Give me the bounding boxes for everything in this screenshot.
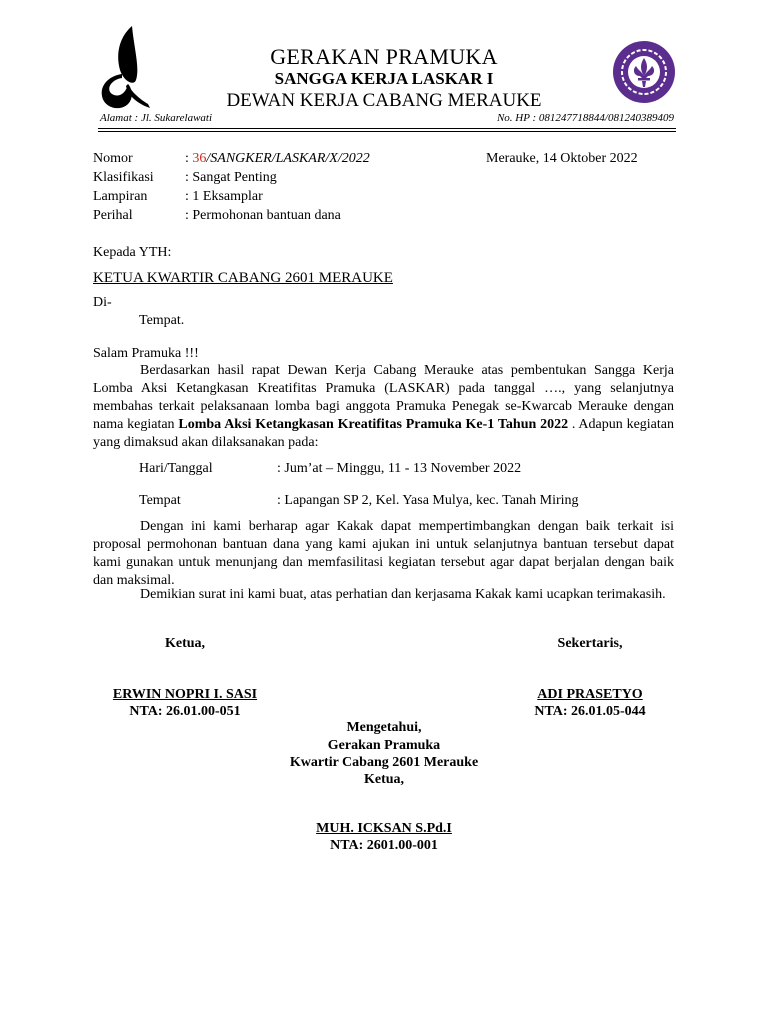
paragraph-2: Dengan ini kami berharap agar Kakak dapat mempertimbangkan dengan baik terkait isi proposal permohonan bantuan dana yang kami ajukan ini untuk selanjutnya bantuan tersebut dapat kami gunakan untuk menunjang dan memfasilitasi kegiatan tersebut agar dapat berjalan dengan baik dan maksimal. — [93, 519, 674, 588]
kwarcab-name: MUH. ICKSAN S.Pd.I — [316, 821, 452, 836]
paragraph-3: Demikian surat ini kami buat, atas perhatian dan kerjasama Kakak kami ucapkan terimakasih. — [140, 587, 666, 602]
nomor-value: : 36/SANGKER/LASKAR/X/2022 — [185, 151, 370, 166]
nomor-code: /SANGKER/LASKAR/X/2022 — [206, 151, 370, 166]
mengetahui-line-1: Mengetahui, — [346, 720, 422, 735]
nomor-number: 36 — [192, 151, 207, 166]
ketua-nta: NTA: 26.01.00-051 — [129, 704, 241, 719]
header-divider-top — [98, 128, 676, 129]
org-council: DEWAN KERJA CABANG MERAUKE — [226, 90, 542, 111]
sekretaris-name: ADI PRASETYO — [537, 687, 643, 702]
ketua-title: Ketua, — [164, 636, 206, 651]
kepada-text: Kepada YTH: — [93, 245, 172, 260]
org-title: GERAKAN PRAMUKA — [270, 44, 498, 69]
org-subtitle: SANGGA KERJA LASKAR I — [274, 69, 494, 88]
greeting: Salam Pramuka !!! — [93, 346, 199, 361]
mengetahui-line-3: Kwartir Cabang 2601 Merauke — [289, 755, 479, 770]
place-date: Merauke, 14 Oktober 2022 — [486, 151, 638, 166]
kwarcab-nta: NTA: 2601.00-001 — [330, 838, 438, 853]
address-text: Alamat : Jl. Sukarelawati — [100, 112, 213, 124]
phone-text: No. HP : 081247718844/081240389409 — [496, 112, 674, 124]
paragraph-1: Berdasarkan hasil rapat Dewan Kerja Cabang Merauke atas pembentukan Sangga Kerja Lomba Aksi Ketangkasan Kreatifitas Pramuka (LASKAR) pada tanggal …., yang selanjutnya membahas terkait pelaksanaan lomba bagi anggota Pramuka Penegak se-Kwarcab Merauke dengan nama kegiatan Lomba Aksi Ketangkasan Kreatifitas Pramuka Ke-1 Tahun 2022 . Adapun kegiatan yang dimaksud akan dilaksanakan pada: — [93, 363, 674, 450]
event-name: Lomba Aksi Ketangkasan Kreatifitas Pramuka Ke-1 Tahun 2022 — [178, 417, 569, 432]
di-text: Di- — [93, 295, 112, 310]
sekretaris-nta: NTA: 26.01.05-044 — [534, 704, 646, 719]
mengetahui-line-2: Gerakan Pramuka — [327, 738, 441, 753]
header-divider-bottom — [98, 131, 676, 132]
nomor-label: Nomor — [93, 151, 133, 166]
ketua-name: ERWIN NOPRI I. SASI — [112, 687, 258, 702]
mengetahui-line-4: Ketua, — [363, 772, 405, 787]
recipient-name: KETUA KWARTIR CABANG 2601 MERAUKE — [93, 270, 393, 286]
sekretaris-title: Sekertaris, — [557, 636, 623, 651]
tempat-text: Tempat. — [139, 313, 185, 328]
